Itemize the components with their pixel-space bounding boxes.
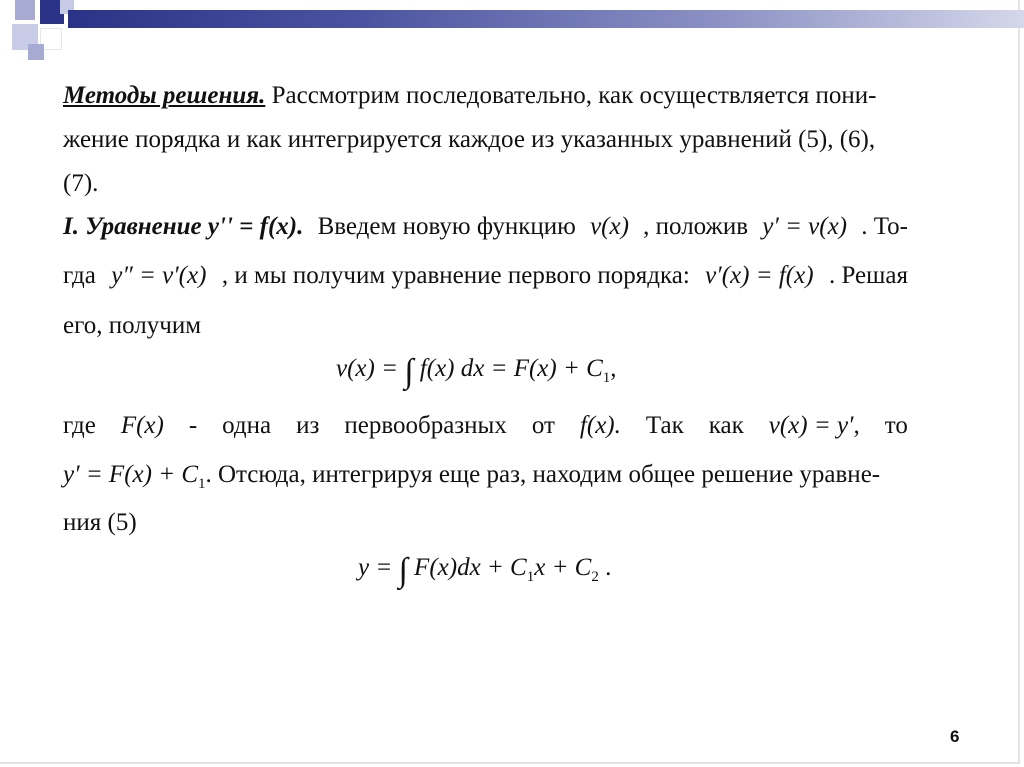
p2-text: , положив	[643, 213, 748, 240]
p2-text: гда	[63, 262, 96, 289]
p2-text: . Решая	[828, 262, 908, 289]
p3-word: то	[884, 412, 908, 439]
eq1-tail: ,	[610, 355, 617, 382]
formula: F(x)	[120, 412, 164, 439]
eq2-lhs: y =	[358, 554, 393, 581]
p1-line1	[63, 82, 908, 110]
p3-word: одна	[222, 412, 272, 439]
integral-symbol: ∫	[398, 552, 408, 589]
eq2-tail: .	[605, 554, 612, 581]
p3-line3: ния (5)	[63, 509, 137, 536]
formula: y′ = F(x) + C	[63, 461, 198, 488]
formula-subscript: 1	[198, 476, 206, 492]
p3-word: от	[531, 412, 555, 439]
p3-word: Так	[645, 412, 684, 439]
p2-line1	[63, 213, 908, 241]
p2-text: , и мы получим уравнение первого порядка:	[221, 262, 690, 289]
page-number: 6	[950, 727, 960, 746]
formula: v(x) = y′,	[768, 412, 860, 439]
integral-symbol: ∫	[404, 353, 414, 390]
equation-1	[336, 353, 617, 391]
formula: f(x).	[579, 412, 621, 439]
p2-line2	[63, 262, 908, 290]
p3-word: -	[188, 412, 198, 439]
formula: v′(x) = f(x)	[705, 262, 814, 289]
p1-line1-text: Рассмотрим последовательно, как осуществляется пони-	[271, 82, 877, 109]
eq1-subscript: 1	[602, 370, 611, 386]
equation-heading: I. Уравнение y'' = f(x).	[63, 213, 304, 240]
eq1-lhs: v(x) =	[336, 355, 398, 382]
p3-word: как	[708, 412, 744, 439]
formula: v(x)	[590, 213, 629, 240]
eq1-rhs: f(x) dx = F(x) + C	[419, 355, 603, 382]
eq2-part: x + C	[534, 554, 592, 581]
p3-word: из	[296, 412, 320, 439]
p1-line2: жение порядка и как интегрируется каждое из указанных уравнений (5), (6),	[63, 126, 876, 153]
p3-line1	[63, 412, 908, 440]
eq2-subscript: 2	[591, 569, 599, 585]
eq2-part: F(x)dx + C	[414, 554, 527, 581]
eq2-subscript: 1	[526, 569, 535, 585]
p3-text: . Отсюда, интегрируя еще раз, находим общее решение уравне-	[205, 461, 881, 488]
formula: y″ = v′(x)	[111, 262, 207, 289]
p3-word: где	[63, 412, 96, 439]
p1-line3: (7).	[63, 170, 99, 197]
p2-text: Введем новую функцию	[317, 213, 576, 240]
p2-line3: его, получим	[63, 312, 202, 339]
p3-word: первообразных	[344, 412, 507, 439]
p2-text: . То-	[861, 213, 908, 240]
formula: y′ = v(x)	[762, 213, 847, 240]
methods-heading: Методы решения.	[63, 82, 266, 109]
equation-2	[358, 552, 611, 590]
p3-line2	[63, 461, 908, 493]
